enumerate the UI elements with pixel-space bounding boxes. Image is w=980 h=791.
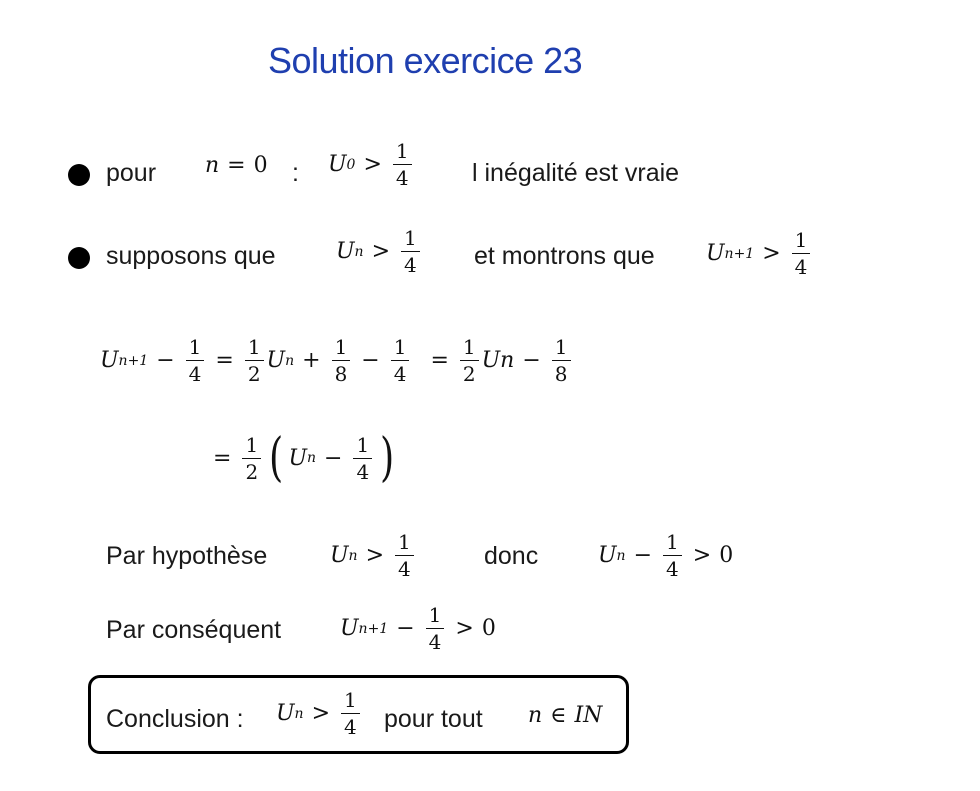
- frac-den: 4: [341, 713, 360, 737]
- math-op: −: [156, 348, 175, 373]
- math-var: U: [706, 241, 725, 266]
- math-var: IN: [574, 703, 603, 728]
- frac-num: 1: [395, 139, 409, 163]
- fraction: [395, 532, 414, 579]
- bullet-icon: [68, 164, 90, 186]
- frac-num: 1: [344, 688, 357, 712]
- pour-tout-label: pour tout: [384, 705, 483, 733]
- bullet-icon: [68, 247, 90, 269]
- math-var: U: [336, 239, 355, 264]
- hypothesis-label: Par hypothèse: [106, 542, 268, 570]
- supposons-label: supposons que: [106, 242, 276, 270]
- hypothesis-inequality: U n > $\frac{1}{4}$: [330, 532, 417, 579]
- frac-den: 4: [391, 360, 410, 384]
- u0-inequality: U 0 > $\frac{1}{4}$: [328, 141, 415, 188]
- fraction: [393, 141, 412, 188]
- math-num: 0: [253, 153, 268, 178]
- math-var: U: [276, 701, 295, 726]
- math-num: 0: [481, 616, 496, 641]
- montrons-label: et montrons que: [474, 242, 655, 270]
- frac-num: 1: [462, 335, 476, 359]
- frac-num: 1: [554, 335, 568, 359]
- fraction: [186, 337, 205, 384]
- math-op: >: [762, 241, 781, 266]
- math-var: U: [100, 348, 119, 373]
- math-var: U: [328, 152, 347, 177]
- math-op: =: [430, 348, 449, 373]
- frac-num: 1: [247, 335, 261, 359]
- math-var: U: [266, 348, 286, 373]
- math-op: −: [633, 543, 653, 568]
- math-op: −: [522, 348, 541, 373]
- frac-den: 8: [552, 360, 571, 384]
- math-num: 0: [719, 543, 734, 568]
- math-op: =: [227, 153, 246, 178]
- frac-num: 1: [356, 432, 370, 457]
- math-var: n: [528, 703, 543, 728]
- math-op: =: [213, 445, 232, 471]
- frac-num: 1: [245, 432, 259, 457]
- frac-den: 2: [242, 458, 261, 482]
- frac-num: 1: [666, 530, 679, 554]
- fraction: [792, 230, 811, 277]
- math-op: >: [371, 239, 391, 264]
- math-op: >: [363, 152, 382, 177]
- math-var: U: [288, 445, 308, 471]
- n-equals-zero: [205, 153, 268, 178]
- math-var: Un: [481, 348, 515, 373]
- math-op: −: [396, 616, 415, 641]
- frac-den: 2: [460, 360, 479, 384]
- frac-num: 1: [334, 335, 348, 359]
- fraction: [332, 337, 351, 384]
- conclusion-label: Conclusion :: [106, 705, 244, 733]
- frac-num: 1: [398, 530, 411, 554]
- fraction: [552, 337, 571, 384]
- math-op: >: [692, 543, 712, 568]
- consequent-inequality: U n+1 − $\frac{1}{4}$ > 0: [340, 603, 496, 654]
- math-var: n: [205, 153, 220, 178]
- right-paren: ): [380, 428, 395, 488]
- math-op: −: [324, 445, 343, 471]
- consequent-label: Par conséquent: [106, 616, 282, 644]
- frac-num: 1: [404, 226, 417, 250]
- frac-den: 4: [401, 251, 420, 275]
- page-title: Solution exercice 23: [268, 40, 583, 81]
- frac-den: 4: [663, 555, 682, 579]
- math-op: >: [365, 543, 385, 568]
- frac-den: 8: [332, 360, 351, 384]
- math-var: U: [340, 616, 359, 641]
- frac-den: 4: [353, 458, 372, 482]
- frac-den: 4: [792, 253, 811, 277]
- frac-num: 1: [428, 603, 442, 627]
- math-op: ∈: [550, 703, 567, 728]
- pour-label: pour: [106, 159, 157, 187]
- frac-den: 2: [245, 360, 264, 384]
- math-var: U: [330, 543, 349, 568]
- math-op: −: [361, 348, 380, 373]
- math-var: U: [598, 543, 617, 568]
- conclusion-inequality: U n > $\frac{1}{4}$: [276, 690, 363, 737]
- frac-den: 4: [395, 555, 414, 579]
- math-op: >: [455, 616, 474, 641]
- donc-label: donc: [484, 542, 539, 570]
- equation-2: = $\frac{1}{2}$ ( U n − $\frac{1}{4}$ ): [213, 428, 395, 488]
- fraction: [242, 432, 261, 484]
- frac-den: 4: [393, 164, 412, 188]
- fraction: [245, 337, 264, 384]
- n-in-IN: [528, 703, 602, 728]
- donc-inequality: U n − $\frac{1}{4}$ > 0: [598, 530, 734, 581]
- fraction: [426, 605, 445, 652]
- un-hypothesis: U n > $\frac{1}{4}$: [336, 228, 423, 275]
- inequality-true-text: l inégalité est vraie: [472, 159, 680, 187]
- un1-goal: U n+1 > $\frac{1}{4}$: [706, 230, 813, 277]
- colon-label: :: [292, 159, 299, 187]
- math-op: =: [215, 348, 234, 373]
- math-op: >: [311, 701, 331, 726]
- equation-1: U n+1 − $\frac{1}{4}$ = $\frac{1}{2}$ U n + $\frac{1}{8}$ − $\frac{1}{4}$ = $\frac{1}{2}$ Un − $\frac{1}{8}$: [100, 337, 574, 384]
- frac-den: 4: [426, 628, 445, 652]
- fraction: [353, 432, 372, 484]
- left-paren: (: [269, 428, 284, 488]
- fraction: [391, 337, 410, 384]
- fraction: [341, 690, 360, 737]
- frac-num: 1: [794, 228, 808, 252]
- fraction: [460, 337, 479, 384]
- frac-num: 1: [393, 335, 407, 359]
- math-op: +: [302, 348, 321, 373]
- fraction: [401, 228, 420, 275]
- frac-den: 4: [186, 360, 205, 384]
- fraction: [663, 532, 682, 579]
- frac-num: 1: [188, 335, 202, 359]
